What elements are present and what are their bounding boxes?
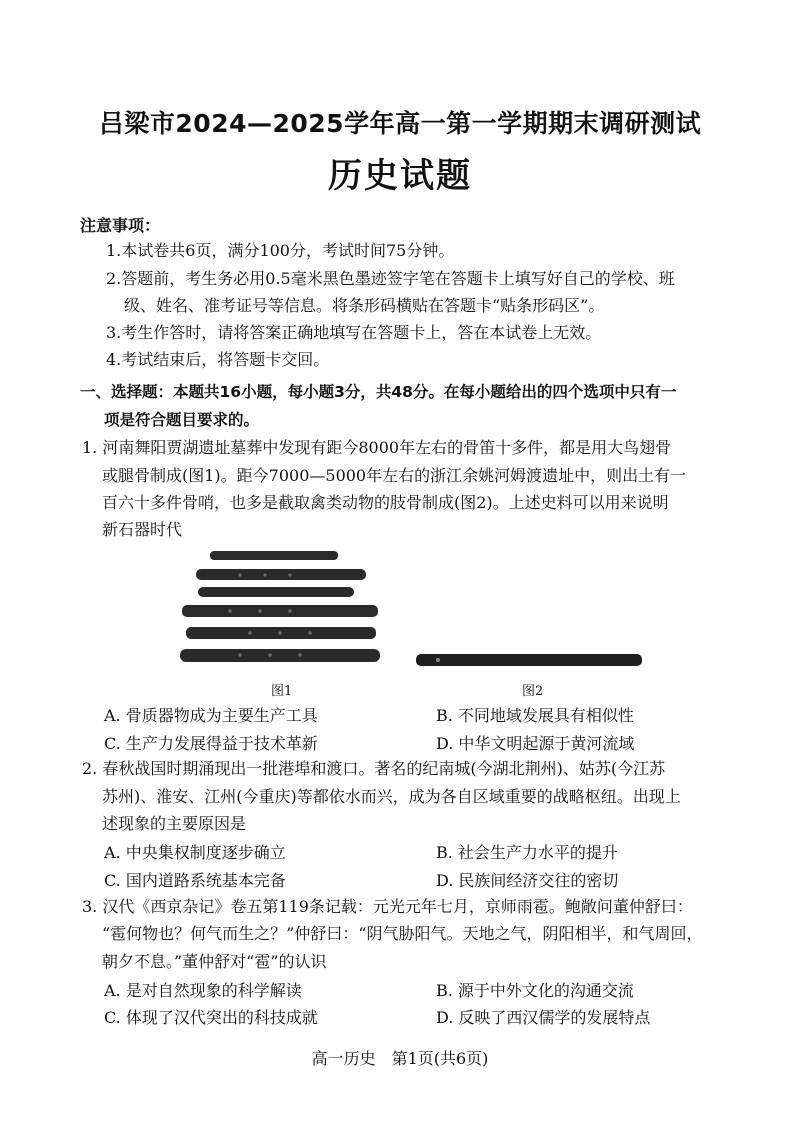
page-footer: 高一历史 第1页(共6页): [311, 1049, 489, 1068]
bone-whistle: [416, 654, 642, 666]
q2-option-b: B. 社会生产力水平的提升: [436, 843, 618, 862]
q3-line-1: 3. 汉代《西京杂记》卷五第119条记载：元光元年七月，京师雨雹。鲍敞问董仲舒曰：: [82, 897, 693, 916]
q2-option-d: D. 民族间经济交往的密切: [436, 871, 619, 890]
q1-line-3: 百六十多件骨哨，也多是截取禽类动物的肢骨制成(图2)。上述史料可以用来说明: [102, 493, 669, 512]
q3-option-c: C. 体现了汉代突出的科技成就: [104, 1008, 318, 1027]
notice-item-2-cont: 级、姓名、准考证号等信息。将条形码横贴在答题卡“贴条形码区”。: [124, 296, 605, 315]
notice-heading: 注意事项：: [80, 216, 161, 235]
notice-item-1: 1.本试卷共6页，满分100分，考试时间75分钟。: [106, 241, 455, 260]
bone-flute: [180, 649, 380, 662]
q1-option-a: A. 骨质器物成为主要生产工具: [104, 706, 318, 725]
bone-flute: [210, 551, 338, 560]
q1-option-d: D. 中华文明起源于黄河流域: [436, 734, 635, 753]
q2-line-3: 述现象的主要原因是: [102, 814, 247, 833]
bone-flute: [198, 587, 354, 597]
notice-item-2: 2.答题前，考生务必用0.5毫米黑色墨迹签字笔在答题卡上填写好自己的学校、班: [106, 269, 675, 288]
section-heading: 一、选择题：本题共16小题，每小题3分，共48分。在每小题给出的四个选项中只有一: [80, 383, 677, 401]
q1-line-4: 新石器时代: [102, 520, 183, 539]
bone-flute: [196, 569, 366, 580]
q3-line-3: 朝夕不息。”董仲舒对“雹”的认识: [102, 952, 327, 971]
exam-subtitle: 历史试题: [328, 156, 472, 196]
q2-option-a: A. 中央集权制度逐步确立: [104, 843, 286, 862]
figure-1-caption: 图1: [271, 684, 293, 699]
q1-line-1: 1. 河南舞阳贾湖遗址墓葬中发现有距今8000年左右的骨笛十多件，都是用大鸟翅骨: [82, 438, 672, 457]
q3-line-2: “雹何物也？何气而生之？”仲舒曰：“阴气胁阳气。天地之气，阴阳相半，和气周回，: [102, 924, 703, 943]
figure-2-bone-whistle: [410, 648, 650, 672]
figure-1-bone-flutes: [170, 545, 390, 675]
q3-option-d: D. 反映了西汉儒学的发展特点: [436, 1008, 651, 1027]
q1-option-c: C. 生产力发展得益于技术革新: [104, 734, 318, 753]
section-heading-cont: 项是符合题目要求的。: [104, 411, 260, 429]
q1-line-2: 或腿骨制成(图1)。距今7000—5000年左右的浙江余姚河姆渡遗址中，则出土有一: [102, 466, 687, 485]
notice-item-4: 4.考试结束后，将答题卡交回。: [106, 350, 330, 369]
notice-item-3: 3.考生作答时，请将答案正确地填写在答题卡上，答在本试卷上无效。: [106, 323, 602, 342]
q1-option-b: B. 不同地域发展具有相似性: [436, 706, 634, 725]
q2-option-c: C. 国内道路系统基本完备: [104, 871, 286, 890]
figure-2-caption: 图2: [522, 684, 544, 699]
q2-line-2: 苏州)、淮安、江州(今重庆)等都依水而兴，成为各自区域重要的战略枢纽。出现上: [102, 787, 681, 806]
q3-option-b: B. 源于中外文化的沟通交流: [436, 981, 634, 1000]
q3-option-a: A. 是对自然现象的科学解读: [104, 981, 302, 1000]
bone-flute: [182, 605, 378, 617]
exam-title: 吕梁市2024—2025学年高一第一学期期末调研测试: [98, 109, 702, 138]
q2-line-1: 2. 春秋战国时期涌现出一批港埠和渡口。著名的纪南城(今湖北荆州)、姑苏(今江苏: [82, 759, 666, 778]
